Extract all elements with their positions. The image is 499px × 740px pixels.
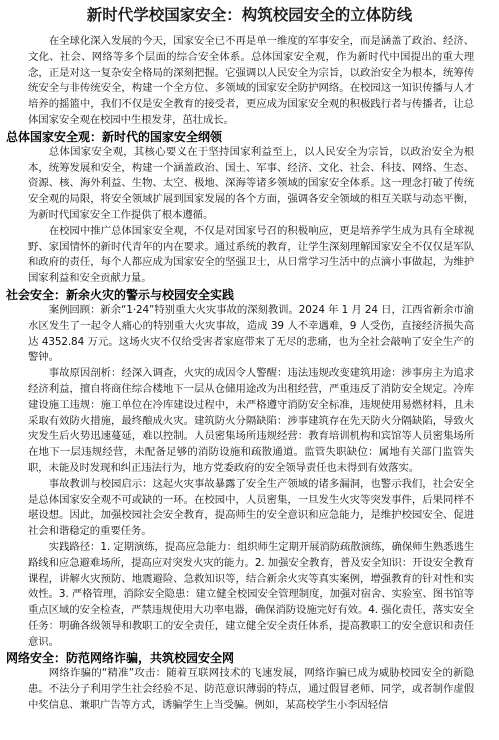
section2-paragraph-2: 事故原因剖析：经深入调查，火灾的成因令人警醒：违法违规改变建筑用途：涉事房主为追求经济利益，擅自将商住综合楼地下一层从仓储用途改为出租经营，严重违反了消防安全规定。冷库建设施工违规：施工单位在冷库建设过程中，未严格遵守消防安全标准，违规使用易燃材料，且未采取有效防火措施，最终酿成火灾。建筑防火分隔缺陷：涉事建筑存在先天防火分隔缺陷，导致火灾发生后火势迅速蔓延，难以控制。人员密集场所违规经营：教育培训机构和宾馆等人员密集场所在地下一层违规经营，未配备足够的消防设施和疏散通道。监管失职缺位：属地有关部门监管失职，未能及时发现和纠正违法行为，地方党委政府的安全领导责任也未得到有效落实。 (28, 367, 474, 474)
intro-paragraph: 在全球化深入发展的今天，国家安全已不再是单一维度的军事安全，而是涵盖了政治、经济、文化、社会、网络等多个层面的综合安全体系。总体国家安全观，作为新时代中国提出的重大理念，正是对这一复杂安全格局的深刻把握。它强调以人民安全为宗旨，以政治安全为根本，统筹传统安全与非传统安全，构建一个全方位、多领域的国家安全防护网络。在校园这一知识传播与人才培养的摇篮中，我们不仅是安全教育的接受者，更应成为国家安全观的积极践行者与传播者，让总体国家安全观在校园中生根发芽，茁壮成长。 (28, 35, 474, 126)
section2-paragraph-1: 案例回顾：新余“1·24”特别重大火灾事故的深刻教训。2024 年 1 月 24 日，江西省新余市渝水区发生了一起令人痛心的特别重大火灾事故，造成 39 人不幸遇难，9 人受伤，直接经济损失高达 4352.84 万元。这场火灾不仅给受害者家庭带来了无尽的悲痛，也为全社会敲响了安全生产的警钟。 (28, 303, 474, 364)
section2-paragraph-3: 事故教训与校园启示：这起火灾事故暴露了安全生产领域的诸多漏洞，也警示我们，社会安全是总体国家安全观不可或缺的一环。在校园中，人员密集，一旦发生火灾等突发事件，后果同样不堪设想。因此，加强校园社会安全教育，提高师生的安全意识和应急能力，是维护校园安全、促进社会和谐稳定的重要任务。 (28, 477, 474, 538)
document-title: 新时代学校国家安全：构筑校园安全的立体防线 (86, 6, 413, 24)
section-heading-social-security: 社会安全：新余火灾的警示与校园安全实践 (6, 287, 235, 302)
section-heading-cyber-security: 网络安全：防范网络诈骗，共筑校园安全网 (6, 651, 235, 666)
section2-paragraph-4: 实践路径：1. 定期演练，提高应急能力：组织师生定期开展消防疏散演练，确保师生熟悉逃生路线和应急避难场所，提高应对突发火灾的能力。2. 加强安全教育，普及安全知识：开设安全教育课程，讲解火灾预防、地震避险、急救知识等，结合新余火灾等真实案例，增强教育的针对性和实效性。3. 严格管理，消除安全隐患：建立健全校园安全管理制度，加强对宿舍、实验室、图书馆等重点区域的安全检查，严禁违规使用大功率电器，确保消防设施完好有效。4. 强化责任，落实安全任务：明确各级领导和教职工的安全责任，建立健全安全责任体系，提高教职工的安全意识和责任意识。 (28, 540, 474, 648)
section-heading-overall-security: 总体国家安全观：新时代的国家安全纲领 (6, 129, 223, 144)
section1-paragraph-2: 在校园中推广总体国家安全观，不仅是对国家号召的积极响应，更是培养学生成为具有全球视野、家国情怀的新时代青年的内在要求。通过系统的教育，让学生深刻理解国家安全不仅仅是军队和政府的责任，每个人都应成为国家安全的坚强卫士，从日常学习生活中的点滴小事做起，为维护国家利益和安全贡献力量。 (28, 224, 474, 285)
document-body (6, 34, 474, 714)
section3-paragraph-1: 网络诈骗的“精准”攻击：随着互联网技术的飞速发展，网络诈骗已成为威胁校园安全的新隐患。不法分子利用学生社会经验不足、防范意识薄弱的特点，通过假冒老师、同学，或者制作虚假中奖信息、兼职广告等方式，诱骗学生上当受骗。例如，某高校学生小李因轻信 (28, 667, 474, 712)
section1-paragraph-1: 总体国家安全观，其核心要义在于坚持国家利益至上，以人民安全为宗旨，以政治安全为根本，统筹发展和安全，构建一个涵盖政治、国土、军事、经济、文化、社会、科技、网络、生态、资源、核、海外利益、生物、太空、极地、深海等诸多领域的国家安全体系。这一理念打破了传统安全观的局限，将安全领域扩展到国家发展的各个方面，强调各安全领域的相互关联与动态平衡，为新时代国家安全工作提供了根本遵循。 (28, 145, 474, 221)
